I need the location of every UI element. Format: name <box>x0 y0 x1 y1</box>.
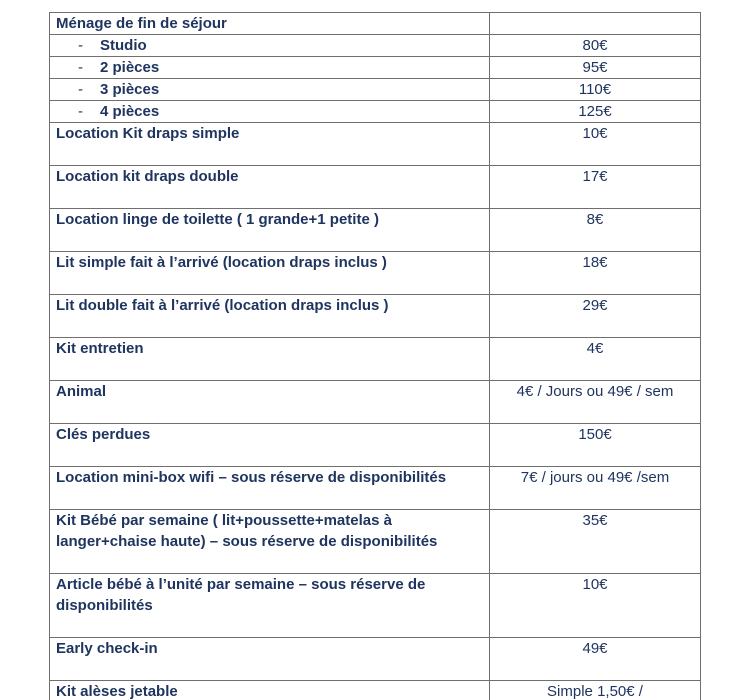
table-row <box>50 467 701 510</box>
service-label <box>50 101 490 123</box>
service-label: Lit double fait à l’arrivé (location draps inclus ) <box>50 295 490 338</box>
service-label: Location Kit draps simple <box>50 123 490 166</box>
table-row <box>50 123 701 166</box>
price-value: 35€ <box>490 510 701 574</box>
price-value <box>490 13 701 35</box>
price-value: 18€ <box>490 252 701 295</box>
service-label: Clés perdues <box>50 424 490 467</box>
price-value: Simple 1,50€ / <box>490 681 701 700</box>
list-dash: - <box>78 37 83 54</box>
price-value: 49€ <box>490 638 701 681</box>
price-value: 4€ / Jours ou 49€ / sem <box>490 381 701 424</box>
service-label: Ménage de fin de séjour <box>50 13 490 35</box>
price-value: 29€ <box>490 295 701 338</box>
service-label: Location kit draps double <box>50 166 490 209</box>
subitem-label: 4 pièces <box>100 103 160 120</box>
service-label: Kit entretien <box>50 338 490 381</box>
price-value: 80€ <box>490 35 701 57</box>
price-value: 150€ <box>490 424 701 467</box>
table-row <box>50 510 701 574</box>
table-row <box>50 101 701 123</box>
table-row <box>50 166 701 209</box>
service-label: Lit simple fait à l’arrivé (location draps inclus ) <box>50 252 490 295</box>
table-row <box>50 13 701 35</box>
price-value: 8€ <box>490 209 701 252</box>
service-label: Animal <box>50 381 490 424</box>
service-label <box>50 35 490 57</box>
table-row <box>50 295 701 338</box>
table-row <box>50 35 701 57</box>
price-value: 7€ / jours ou 49€ /sem <box>490 467 701 510</box>
table-row <box>50 57 701 79</box>
service-label <box>50 79 490 101</box>
table-row <box>50 574 701 638</box>
price-value: 10€ <box>490 123 701 166</box>
price-value: 110€ <box>490 79 701 101</box>
table-row <box>50 638 701 681</box>
subitem-label: 2 pièces <box>100 59 160 76</box>
service-label: Kit Bébé par semaine ( lit+poussette+matelas à langer+chaise haute) – sous réserve de disponibilités <box>50 510 490 574</box>
subitem-label: Studio <box>100 37 147 54</box>
price-table <box>49 12 701 700</box>
price-value: 17€ <box>490 166 701 209</box>
price-value: 10€ <box>490 574 701 638</box>
service-label <box>50 57 490 79</box>
list-dash: - <box>78 103 83 120</box>
price-value: 4€ <box>490 338 701 381</box>
service-label: Early check-in <box>50 638 490 681</box>
service-label: Article bébé à l’unité par semaine – sous réserve de disponibilités <box>50 574 490 638</box>
service-label: Location mini-box wifi – sous réserve de disponibilités <box>50 467 490 510</box>
table-row <box>50 424 701 467</box>
table-row <box>50 381 701 424</box>
list-dash: - <box>78 81 83 98</box>
price-value: 125€ <box>490 101 701 123</box>
service-label: Location linge de toilette ( 1 grande+1 petite ) <box>50 209 490 252</box>
table-row <box>50 681 701 700</box>
table-row <box>50 338 701 381</box>
service-label: Kit alèses jetable <box>50 681 490 700</box>
price-value: 95€ <box>490 57 701 79</box>
list-dash: - <box>78 59 83 76</box>
subitem-label: 3 pièces <box>100 81 160 98</box>
table-row <box>50 209 701 252</box>
table-row <box>50 79 701 101</box>
table-row <box>50 252 701 295</box>
